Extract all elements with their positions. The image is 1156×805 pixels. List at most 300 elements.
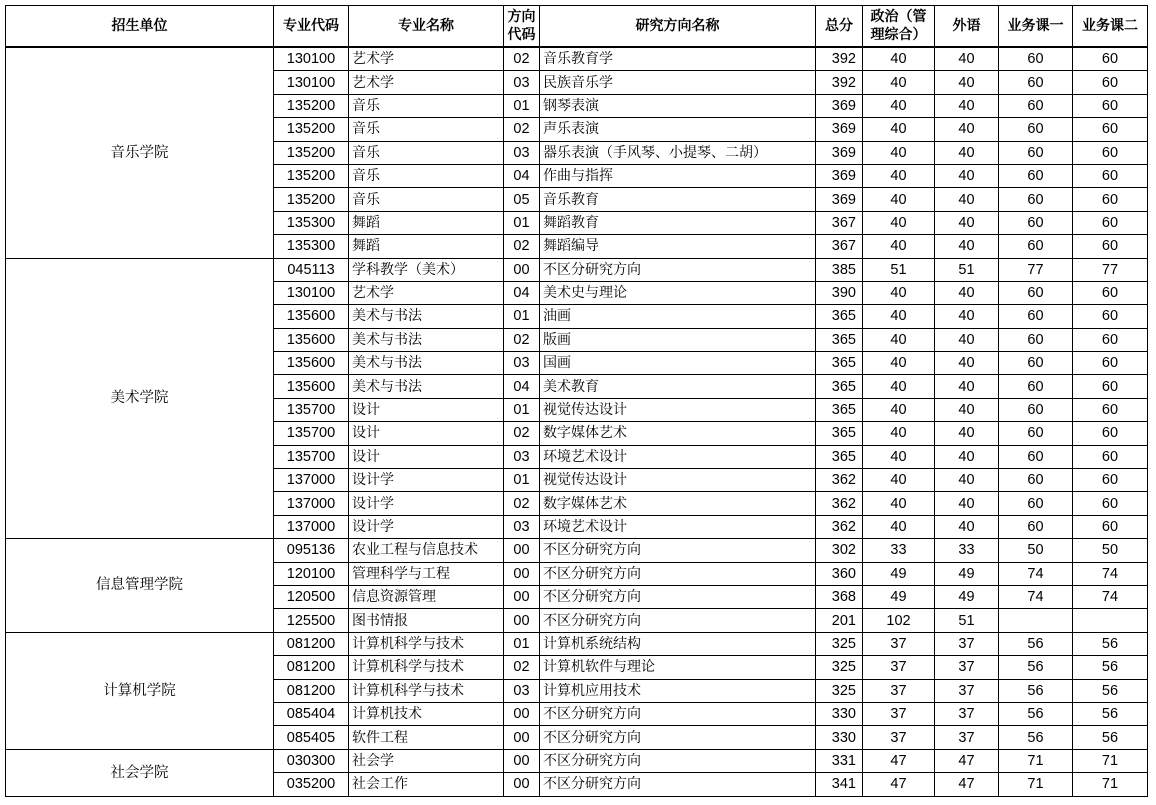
direction-name-cell: 不区分研究方向 [540, 585, 816, 608]
politics-score-cell: 47 [863, 773, 935, 796]
major-code-cell: 137000 [274, 469, 349, 492]
direction-code-cell: 01 [504, 469, 540, 492]
total-score-cell: 341 [816, 773, 863, 796]
score-table-page [5, 5, 1148, 797]
major-code-cell: 137000 [274, 515, 349, 538]
politics-score-cell: 40 [863, 281, 935, 304]
language-score-cell: 40 [935, 94, 999, 117]
subject-one-score-cell: 56 [999, 656, 1073, 679]
major-name-cell: 艺术学 [349, 71, 504, 94]
direction-name-cell: 舞蹈编导 [540, 235, 816, 258]
total-score-cell: 330 [816, 726, 863, 749]
header-unit: 招生单位 [6, 6, 274, 48]
subject-one-score-cell: 60 [999, 118, 1073, 141]
subject-two-score-cell: 60 [1073, 469, 1148, 492]
total-score-cell: 390 [816, 281, 863, 304]
language-score-cell: 37 [935, 702, 999, 725]
total-score-cell: 360 [816, 562, 863, 585]
total-score-cell: 365 [816, 398, 863, 421]
subject-two-score-cell: 56 [1073, 656, 1148, 679]
language-score-cell: 40 [935, 118, 999, 141]
politics-score-cell: 40 [863, 328, 935, 351]
major-code-cell: 135300 [274, 235, 349, 258]
total-score-cell: 331 [816, 749, 863, 772]
politics-score-cell: 49 [863, 562, 935, 585]
direction-code-cell: 00 [504, 702, 540, 725]
direction-code-cell: 00 [504, 539, 540, 562]
total-score-cell: 362 [816, 515, 863, 538]
direction-code-cell: 01 [504, 305, 540, 328]
major-code-cell: 135700 [274, 422, 349, 445]
direction-name-cell: 环境艺术设计 [540, 515, 816, 538]
major-code-cell: 045113 [274, 258, 349, 281]
direction-name-cell: 油画 [540, 305, 816, 328]
table-row [6, 749, 1148, 772]
subject-two-score-cell: 60 [1073, 445, 1148, 468]
language-score-cell: 40 [935, 211, 999, 234]
subject-one-score-cell: 60 [999, 422, 1073, 445]
major-name-cell: 设计 [349, 422, 504, 445]
politics-score-cell: 40 [863, 94, 935, 117]
politics-score-cell: 47 [863, 749, 935, 772]
major-name-cell: 计算机科学与技术 [349, 679, 504, 702]
language-score-cell: 40 [935, 281, 999, 304]
language-score-cell: 33 [935, 539, 999, 562]
total-score-cell: 362 [816, 492, 863, 515]
direction-code-cell: 03 [504, 141, 540, 164]
language-score-cell: 40 [935, 305, 999, 328]
direction-name-cell: 不区分研究方向 [540, 539, 816, 562]
direction-code-cell: 02 [504, 118, 540, 141]
total-score-cell: 367 [816, 211, 863, 234]
subject-two-score-cell [1073, 609, 1148, 632]
unit-cell: 音乐学院 [6, 47, 274, 258]
total-score-cell: 365 [816, 328, 863, 351]
subject-two-score-cell: 60 [1073, 94, 1148, 117]
major-name-cell: 农业工程与信息技术 [349, 539, 504, 562]
direction-code-cell: 01 [504, 94, 540, 117]
total-score-cell: 369 [816, 118, 863, 141]
subject-two-score-cell: 60 [1073, 375, 1148, 398]
table-row [6, 47, 1148, 71]
major-code-cell: 130100 [274, 47, 349, 71]
subject-two-score-cell: 60 [1073, 211, 1148, 234]
subject-one-score-cell: 60 [999, 375, 1073, 398]
direction-name-cell: 不区分研究方向 [540, 702, 816, 725]
direction-name-cell: 民族音乐学 [540, 71, 816, 94]
subject-one-score-cell: 56 [999, 632, 1073, 655]
direction-name-cell: 不区分研究方向 [540, 749, 816, 772]
total-score-cell: 365 [816, 422, 863, 445]
subject-two-score-cell: 60 [1073, 352, 1148, 375]
politics-score-cell: 40 [863, 71, 935, 94]
direction-code-cell: 04 [504, 164, 540, 187]
major-code-cell: 135200 [274, 141, 349, 164]
subject-one-score-cell: 60 [999, 445, 1073, 468]
major-name-cell: 图书情报 [349, 609, 504, 632]
major-name-cell: 设计学 [349, 469, 504, 492]
politics-score-cell: 40 [863, 352, 935, 375]
direction-code-cell: 00 [504, 749, 540, 772]
language-score-cell: 40 [935, 375, 999, 398]
major-name-cell: 设计 [349, 398, 504, 421]
major-name-cell: 设计学 [349, 515, 504, 538]
subject-two-score-cell: 77 [1073, 258, 1148, 281]
subject-two-score-cell: 74 [1073, 585, 1148, 608]
direction-code-cell: 00 [504, 585, 540, 608]
total-score-cell: 302 [816, 539, 863, 562]
language-score-cell: 51 [935, 609, 999, 632]
language-score-cell: 37 [935, 632, 999, 655]
subject-two-score-cell: 60 [1073, 235, 1148, 258]
language-score-cell: 40 [935, 352, 999, 375]
direction-code-cell: 00 [504, 773, 540, 796]
direction-name-cell: 美术史与理论 [540, 281, 816, 304]
major-code-cell: 081200 [274, 679, 349, 702]
politics-score-cell: 33 [863, 539, 935, 562]
politics-score-cell: 40 [863, 141, 935, 164]
direction-name-cell: 不区分研究方向 [540, 726, 816, 749]
major-name-cell: 计算机科学与技术 [349, 632, 504, 655]
direction-name-cell: 计算机应用技术 [540, 679, 816, 702]
major-name-cell: 软件工程 [349, 726, 504, 749]
direction-name-cell: 视觉传达设计 [540, 398, 816, 421]
direction-name-cell: 音乐教育学 [540, 47, 816, 71]
subject-two-score-cell: 60 [1073, 188, 1148, 211]
subject-two-score-cell: 60 [1073, 398, 1148, 421]
direction-code-cell: 03 [504, 679, 540, 702]
subject-one-score-cell: 60 [999, 188, 1073, 211]
major-name-cell: 计算机技术 [349, 702, 504, 725]
major-code-cell: 130100 [274, 71, 349, 94]
major-name-cell: 设计学 [349, 492, 504, 515]
direction-code-cell: 00 [504, 258, 540, 281]
subject-two-score-cell: 60 [1073, 47, 1148, 71]
header-subject-two: 业务课二 [1073, 6, 1148, 48]
major-code-cell: 135200 [274, 188, 349, 211]
subject-one-score-cell: 60 [999, 94, 1073, 117]
major-code-cell: 135300 [274, 211, 349, 234]
header-major-code: 专业代码 [274, 6, 349, 48]
politics-score-cell: 40 [863, 422, 935, 445]
direction-name-cell: 舞蹈教育 [540, 211, 816, 234]
direction-name-cell: 声乐表演 [540, 118, 816, 141]
direction-name-cell: 器乐表演（手风琴、小提琴、二胡） [540, 141, 816, 164]
subject-one-score-cell: 60 [999, 281, 1073, 304]
header-major-name: 专业名称 [349, 6, 504, 48]
subject-one-score-cell: 56 [999, 679, 1073, 702]
direction-name-cell: 版画 [540, 328, 816, 351]
language-score-cell: 40 [935, 164, 999, 187]
direction-name-cell: 国画 [540, 352, 816, 375]
major-code-cell: 120500 [274, 585, 349, 608]
major-code-cell: 135600 [274, 375, 349, 398]
total-score-cell: 365 [816, 352, 863, 375]
table-row [6, 632, 1148, 655]
major-code-cell: 125500 [274, 609, 349, 632]
header-direction-code: 方向代码 [504, 6, 540, 48]
major-code-cell: 120100 [274, 562, 349, 585]
total-score-cell: 369 [816, 164, 863, 187]
subject-two-score-cell: 60 [1073, 164, 1148, 187]
direction-name-cell: 数字媒体艺术 [540, 492, 816, 515]
language-score-cell: 40 [935, 47, 999, 71]
direction-name-cell: 不区分研究方向 [540, 258, 816, 281]
direction-code-cell: 03 [504, 445, 540, 468]
major-code-cell: 085404 [274, 702, 349, 725]
header-subject-one: 业务课一 [999, 6, 1073, 48]
politics-score-cell: 40 [863, 445, 935, 468]
major-code-cell: 130100 [274, 281, 349, 304]
language-score-cell: 40 [935, 515, 999, 538]
subject-one-score-cell: 60 [999, 164, 1073, 187]
major-code-cell: 085405 [274, 726, 349, 749]
major-name-cell: 社会工作 [349, 773, 504, 796]
politics-score-cell: 40 [863, 211, 935, 234]
direction-name-cell: 环境艺术设计 [540, 445, 816, 468]
subject-one-score-cell: 60 [999, 71, 1073, 94]
subject-two-score-cell: 60 [1073, 118, 1148, 141]
politics-score-cell: 40 [863, 375, 935, 398]
major-name-cell: 音乐 [349, 118, 504, 141]
major-name-cell: 信息资源管理 [349, 585, 504, 608]
direction-code-cell: 03 [504, 352, 540, 375]
total-score-cell: 368 [816, 585, 863, 608]
politics-score-cell: 102 [863, 609, 935, 632]
language-score-cell: 40 [935, 398, 999, 421]
total-score-cell: 330 [816, 702, 863, 725]
subject-two-score-cell: 60 [1073, 492, 1148, 515]
direction-code-cell: 04 [504, 375, 540, 398]
total-score-cell: 325 [816, 679, 863, 702]
subject-two-score-cell: 71 [1073, 773, 1148, 796]
politics-score-cell: 37 [863, 679, 935, 702]
total-score-cell: 365 [816, 305, 863, 328]
total-score-cell: 362 [816, 469, 863, 492]
subject-one-score-cell: 60 [999, 469, 1073, 492]
total-score-cell: 367 [816, 235, 863, 258]
major-code-cell: 095136 [274, 539, 349, 562]
subject-two-score-cell: 74 [1073, 562, 1148, 585]
total-score-cell: 325 [816, 632, 863, 655]
subject-one-score-cell: 60 [999, 328, 1073, 351]
direction-code-cell: 02 [504, 422, 540, 445]
total-score-cell: 201 [816, 609, 863, 632]
language-score-cell: 37 [935, 679, 999, 702]
subject-two-score-cell: 60 [1073, 305, 1148, 328]
total-score-cell: 325 [816, 656, 863, 679]
politics-score-cell: 40 [863, 515, 935, 538]
politics-score-cell: 40 [863, 235, 935, 258]
direction-name-cell: 作曲与指挥 [540, 164, 816, 187]
direction-code-cell: 02 [504, 235, 540, 258]
major-code-cell: 137000 [274, 492, 349, 515]
major-code-cell: 030300 [274, 749, 349, 772]
admission-score-table [5, 5, 1148, 797]
subject-two-score-cell: 56 [1073, 726, 1148, 749]
language-score-cell: 37 [935, 656, 999, 679]
subject-one-score-cell: 60 [999, 492, 1073, 515]
politics-score-cell: 40 [863, 492, 935, 515]
direction-name-cell: 计算机系统结构 [540, 632, 816, 655]
major-code-cell: 135700 [274, 445, 349, 468]
language-score-cell: 40 [935, 422, 999, 445]
major-name-cell: 艺术学 [349, 47, 504, 71]
direction-code-cell: 02 [504, 47, 540, 71]
direction-name-cell: 视觉传达设计 [540, 469, 816, 492]
direction-name-cell: 音乐教育 [540, 188, 816, 211]
direction-name-cell: 不区分研究方向 [540, 609, 816, 632]
major-name-cell: 美术与书法 [349, 375, 504, 398]
major-name-cell: 学科教学（美术） [349, 258, 504, 281]
politics-score-cell: 40 [863, 398, 935, 421]
language-score-cell: 40 [935, 445, 999, 468]
language-score-cell: 37 [935, 726, 999, 749]
politics-score-cell: 49 [863, 585, 935, 608]
major-name-cell: 音乐 [349, 188, 504, 211]
direction-code-cell: 01 [504, 632, 540, 655]
language-score-cell: 40 [935, 235, 999, 258]
direction-code-cell: 02 [504, 656, 540, 679]
direction-name-cell: 不区分研究方向 [540, 562, 816, 585]
major-name-cell: 设计 [349, 445, 504, 468]
direction-code-cell: 00 [504, 609, 540, 632]
major-code-cell: 135700 [274, 398, 349, 421]
total-score-cell: 369 [816, 94, 863, 117]
table-row [6, 258, 1148, 281]
language-score-cell: 49 [935, 585, 999, 608]
politics-score-cell: 51 [863, 258, 935, 281]
language-score-cell: 40 [935, 469, 999, 492]
major-name-cell: 计算机科学与技术 [349, 656, 504, 679]
subject-one-score-cell: 50 [999, 539, 1073, 562]
politics-score-cell: 40 [863, 305, 935, 328]
subject-one-score-cell: 77 [999, 258, 1073, 281]
language-score-cell: 49 [935, 562, 999, 585]
direction-code-cell: 03 [504, 71, 540, 94]
politics-score-cell: 37 [863, 702, 935, 725]
subject-two-score-cell: 71 [1073, 749, 1148, 772]
major-code-cell: 035200 [274, 773, 349, 796]
subject-one-score-cell: 60 [999, 305, 1073, 328]
unit-cell: 美术学院 [6, 258, 274, 539]
language-score-cell: 40 [935, 71, 999, 94]
direction-name-cell: 数字媒体艺术 [540, 422, 816, 445]
major-code-cell: 135600 [274, 352, 349, 375]
header-foreign-language: 外语 [935, 6, 999, 48]
major-code-cell: 081200 [274, 656, 349, 679]
direction-code-cell: 00 [504, 726, 540, 749]
politics-score-cell: 40 [863, 118, 935, 141]
subject-one-score-cell: 60 [999, 235, 1073, 258]
total-score-cell: 392 [816, 71, 863, 94]
subject-one-score-cell: 56 [999, 702, 1073, 725]
subject-two-score-cell: 60 [1073, 71, 1148, 94]
subject-two-score-cell: 56 [1073, 632, 1148, 655]
direction-code-cell: 03 [504, 515, 540, 538]
major-code-cell: 135200 [274, 94, 349, 117]
subject-one-score-cell: 60 [999, 141, 1073, 164]
major-code-cell: 135200 [274, 164, 349, 187]
header-direction-name: 研究方向名称 [540, 6, 816, 48]
direction-name-cell: 钢琴表演 [540, 94, 816, 117]
direction-code-cell: 05 [504, 188, 540, 211]
subject-two-score-cell: 60 [1073, 281, 1148, 304]
table-row [6, 539, 1148, 562]
direction-code-cell: 04 [504, 281, 540, 304]
table-body [6, 47, 1148, 796]
unit-cell: 计算机学院 [6, 632, 274, 749]
unit-cell: 社会学院 [6, 749, 274, 796]
subject-two-score-cell: 56 [1073, 679, 1148, 702]
subject-one-score-cell: 60 [999, 398, 1073, 421]
politics-score-cell: 37 [863, 632, 935, 655]
major-name-cell: 音乐 [349, 94, 504, 117]
major-name-cell: 美术与书法 [349, 305, 504, 328]
language-score-cell: 40 [935, 141, 999, 164]
language-score-cell: 40 [935, 328, 999, 351]
subject-one-score-cell: 71 [999, 749, 1073, 772]
direction-code-cell: 01 [504, 211, 540, 234]
direction-name-cell: 美术教育 [540, 375, 816, 398]
subject-two-score-cell: 60 [1073, 515, 1148, 538]
major-name-cell: 艺术学 [349, 281, 504, 304]
major-name-cell: 舞蹈 [349, 235, 504, 258]
direction-code-cell: 02 [504, 328, 540, 351]
subject-one-score-cell: 71 [999, 773, 1073, 796]
language-score-cell: 40 [935, 492, 999, 515]
subject-two-score-cell: 60 [1073, 328, 1148, 351]
language-score-cell: 47 [935, 773, 999, 796]
major-name-cell: 音乐 [349, 141, 504, 164]
major-name-cell: 管理科学与工程 [349, 562, 504, 585]
major-code-cell: 135600 [274, 328, 349, 351]
total-score-cell: 365 [816, 445, 863, 468]
subject-one-score-cell: 56 [999, 726, 1073, 749]
language-score-cell: 40 [935, 188, 999, 211]
politics-score-cell: 40 [863, 164, 935, 187]
total-score-cell: 392 [816, 47, 863, 71]
subject-one-score-cell: 60 [999, 352, 1073, 375]
subject-one-score-cell: 60 [999, 211, 1073, 234]
direction-name-cell: 计算机软件与理论 [540, 656, 816, 679]
total-score-cell: 369 [816, 141, 863, 164]
subject-two-score-cell: 56 [1073, 702, 1148, 725]
direction-name-cell: 不区分研究方向 [540, 773, 816, 796]
total-score-cell: 369 [816, 188, 863, 211]
politics-score-cell: 37 [863, 726, 935, 749]
total-score-cell: 365 [816, 375, 863, 398]
major-name-cell: 舞蹈 [349, 211, 504, 234]
politics-score-cell: 37 [863, 656, 935, 679]
header-total-score: 总分 [816, 6, 863, 48]
subject-one-score-cell: 74 [999, 585, 1073, 608]
politics-score-cell: 40 [863, 188, 935, 211]
subject-one-score-cell: 60 [999, 47, 1073, 71]
language-score-cell: 47 [935, 749, 999, 772]
subject-two-score-cell: 60 [1073, 141, 1148, 164]
unit-cell: 信息管理学院 [6, 539, 274, 633]
major-name-cell: 美术与书法 [349, 352, 504, 375]
subject-two-score-cell: 60 [1073, 422, 1148, 445]
politics-score-cell: 40 [863, 469, 935, 492]
language-score-cell: 51 [935, 258, 999, 281]
direction-code-cell: 02 [504, 492, 540, 515]
major-name-cell: 美术与书法 [349, 328, 504, 351]
subject-one-score-cell: 60 [999, 515, 1073, 538]
major-name-cell: 社会学 [349, 749, 504, 772]
subject-one-score-cell: 74 [999, 562, 1073, 585]
